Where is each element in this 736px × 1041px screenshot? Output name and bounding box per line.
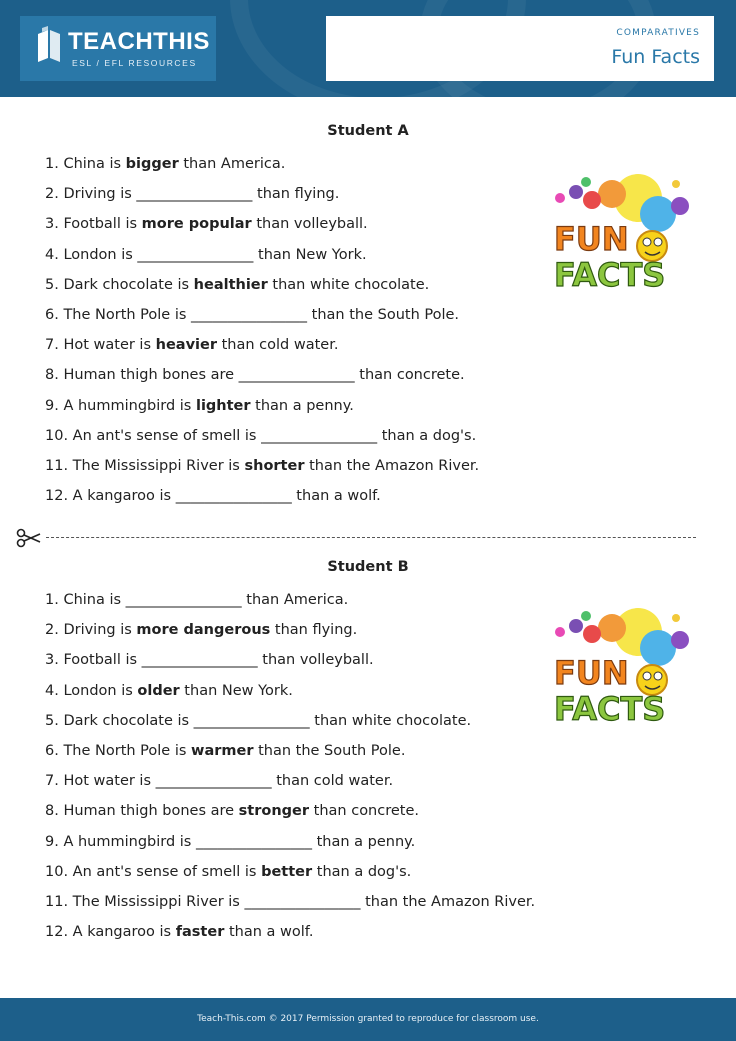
list-item xyxy=(45,155,285,173)
scissors-icon xyxy=(16,528,42,548)
list-item xyxy=(45,682,293,700)
list-item xyxy=(45,246,367,264)
fun-word: FUN xyxy=(554,654,629,692)
item-text: than white chocolate. xyxy=(267,276,430,293)
list-item xyxy=(45,215,368,233)
comparative-answer: better xyxy=(261,863,313,880)
list-item xyxy=(45,397,354,415)
item-text: 5. Dark chocolate is xyxy=(45,712,194,729)
list-item xyxy=(45,591,348,609)
title-panel xyxy=(326,16,714,81)
item-text: than flying. xyxy=(270,622,358,639)
answer-blank[interactable]: ________________ xyxy=(191,307,308,323)
logo-subtitle: ESL / EFL RESOURCES xyxy=(72,58,197,68)
answer-blank[interactable]: ________________ xyxy=(195,833,312,850)
list-item xyxy=(45,651,374,669)
comparative-answer: healthier xyxy=(193,276,268,293)
item-text: than the South Pole. xyxy=(253,743,406,759)
item-text: than a wolf. xyxy=(224,924,314,941)
answer-blank[interactable]: ________________ xyxy=(193,712,310,729)
item-text: 10. An ant's sense of smell is xyxy=(45,427,262,444)
fun-word: FUN xyxy=(554,220,629,258)
item-text: 12. A kangaroo is xyxy=(45,924,176,941)
item-text: 8. Human thigh bones are xyxy=(45,367,239,384)
worksheet-title: Fun Facts xyxy=(611,46,700,68)
logo-text: TEACHTHIS xyxy=(68,28,210,55)
item-text: 6. The North Pole is xyxy=(45,307,192,323)
list-item xyxy=(45,712,471,730)
item-text: than volleyball. xyxy=(257,652,374,669)
item-text: than flying. xyxy=(252,186,340,203)
list-item xyxy=(45,923,313,941)
book-icon xyxy=(34,26,64,64)
item-text: than America. xyxy=(178,156,286,172)
item-text: than a dog's. xyxy=(312,863,412,880)
answer-blank[interactable]: ________________ xyxy=(125,592,242,608)
facts-word: FACTS xyxy=(554,690,666,728)
answer-blank[interactable]: ________________ xyxy=(261,427,378,444)
answer-blank[interactable]: ________________ xyxy=(141,652,258,669)
item-text: than a wolf. xyxy=(291,488,381,505)
list-item xyxy=(45,185,339,203)
item-text: 9. A hummingbird is xyxy=(45,833,196,850)
item-text: than cold water. xyxy=(217,337,339,354)
brand-logo[interactable] xyxy=(20,16,216,81)
item-text: 6. The North Pole is xyxy=(45,743,192,759)
answer-blank[interactable]: ________________ xyxy=(238,367,355,384)
list-item xyxy=(45,772,393,790)
item-text: than concrete. xyxy=(309,803,420,820)
answer-blank[interactable]: ________________ xyxy=(155,773,272,790)
item-text: than cold water. xyxy=(271,773,394,790)
answer-blank[interactable]: ________________ xyxy=(137,246,254,263)
list-item xyxy=(45,487,381,505)
item-text: 2. Driving is xyxy=(45,622,137,639)
item-text: 4. London is xyxy=(45,246,138,263)
page-footer xyxy=(0,998,736,1041)
comparative-answer: more dangerous xyxy=(136,622,271,639)
list-item xyxy=(45,366,465,384)
list-item xyxy=(45,306,459,324)
item-text: 9. A hummingbird is xyxy=(45,397,196,414)
comparative-answer: more popular xyxy=(141,216,252,233)
list-item xyxy=(45,833,415,851)
item-text: 4. London is xyxy=(45,682,138,699)
item-text: than America. xyxy=(241,592,349,608)
item-text: 10. An ant's sense of smell is xyxy=(45,863,262,880)
item-text: 2. Driving is xyxy=(45,186,137,203)
item-text: than the Amazon River. xyxy=(360,894,536,910)
item-text: than concrete. xyxy=(354,367,465,384)
footer-copyright: Teach-This.com © 2017 Permission granted to reproduce for classroom use. xyxy=(197,1014,539,1024)
facts-word: FACTS xyxy=(554,256,666,294)
list-item xyxy=(45,427,476,445)
comparative-answer: stronger xyxy=(238,803,310,820)
list-item xyxy=(45,893,535,911)
item-text: 5. Dark chocolate is xyxy=(45,276,194,293)
item-text: than the Amazon River. xyxy=(304,458,480,474)
comparative-answer: heavier xyxy=(155,337,217,354)
item-text: 3. Football is xyxy=(45,216,142,233)
fun-facts-logo-image xyxy=(548,170,692,294)
dashed-divider xyxy=(46,537,696,538)
item-text: 12. A kangaroo is xyxy=(45,488,176,505)
page-header xyxy=(0,0,736,97)
list-item xyxy=(45,621,357,639)
item-text: than the South Pole. xyxy=(307,307,460,323)
list-item xyxy=(45,863,411,881)
answer-blank[interactable]: ________________ xyxy=(175,488,292,505)
item-text: 1. China is xyxy=(45,156,126,172)
section-title-student-a: Student A xyxy=(327,123,409,139)
list-item xyxy=(45,802,419,820)
item-text: 3. Football is xyxy=(45,652,142,669)
item-text: than a penny. xyxy=(311,833,416,850)
item-text: than New York. xyxy=(179,682,293,699)
item-text: than a dog's. xyxy=(377,427,477,444)
cut-line xyxy=(16,528,696,548)
item-text: 7. Hot water is xyxy=(45,337,156,354)
item-text: than New York. xyxy=(253,246,367,263)
answer-blank[interactable]: ________________ xyxy=(244,894,361,910)
item-text: than a penny. xyxy=(250,397,354,414)
list-item xyxy=(45,336,338,354)
answer-blank[interactable]: ________________ xyxy=(136,186,253,203)
item-text: 1. China is xyxy=(45,592,126,608)
item-text: than white chocolate. xyxy=(309,712,472,729)
item-text: than volleyball. xyxy=(251,216,368,233)
comparative-answer: warmer xyxy=(191,743,254,759)
fun-facts-logo-image xyxy=(548,604,692,728)
comparative-answer: lighter xyxy=(195,397,251,414)
section-title-student-b: Student B xyxy=(327,559,409,575)
item-text: 7. Hot water is xyxy=(45,773,156,790)
item-text: 8. Human thigh bones are xyxy=(45,803,239,820)
comparative-answer: faster xyxy=(175,924,225,941)
worksheet-category: COMPARATIVES xyxy=(616,28,700,38)
list-item xyxy=(45,457,479,475)
list-item xyxy=(45,742,405,760)
comparative-answer: bigger xyxy=(125,156,179,172)
comparative-answer: older xyxy=(137,682,180,699)
item-text: 11. The Mississippi River is xyxy=(45,458,245,474)
item-text: 11. The Mississippi River is xyxy=(45,894,245,910)
comparative-answer: shorter xyxy=(244,458,305,474)
list-item xyxy=(45,276,429,294)
